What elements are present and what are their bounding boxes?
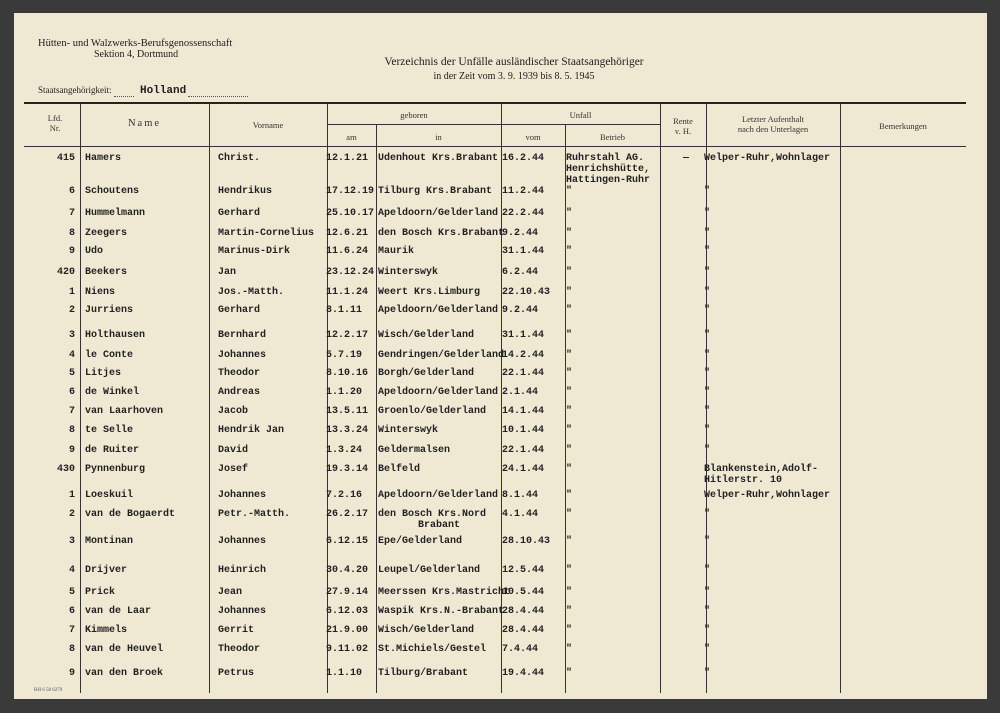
cell-betrieb: "	[566, 425, 573, 436]
cell-aufenthalt: "	[704, 350, 711, 361]
cell-vorname: Bernhard	[218, 330, 267, 341]
cell-betrieb: "	[566, 625, 573, 636]
cell-vom: 28.4.44	[502, 625, 545, 636]
cell-aufenthalt: "	[704, 368, 711, 379]
cell-am: 1.1.20	[326, 387, 363, 398]
cell-vorname: Gerhard	[218, 208, 261, 219]
cell-name: van den Broek	[85, 668, 164, 679]
cell-in: Wisch/Gelderland	[378, 330, 475, 341]
cell-aufenthalt: "	[704, 668, 711, 679]
cell-vom: 22.1.44	[502, 445, 545, 456]
cell-aufenthalt: "	[704, 406, 711, 417]
cell-betrieb: "	[566, 644, 573, 655]
cell-in: den Bosch Krs.Brabant	[378, 228, 505, 239]
footer-print-code: BH 6 58 6279	[34, 688, 63, 693]
cell-vorname: Marinus-Dirk	[218, 246, 291, 257]
cell-aufenthalt: "	[704, 625, 711, 636]
cell-aufenthalt: "	[704, 246, 711, 257]
cell-name: Kimmels	[85, 625, 128, 636]
cell-vorname: Josef	[218, 464, 249, 475]
cell-vom: 4.1.44	[502, 509, 539, 520]
cell-betrieb: "	[566, 509, 573, 520]
cell-aufenthalt: "	[704, 445, 711, 456]
cell-in: Meerssen Krs.Mastricht	[378, 587, 511, 598]
cell-name: Beekers	[85, 267, 128, 278]
cell-vorname: Johannes	[218, 350, 267, 361]
cell-name: Hummelmann	[85, 208, 146, 219]
cell-am: 13.3.24	[326, 425, 369, 436]
nationality-value: Holland	[139, 85, 187, 97]
cell-aufenthalt: "	[704, 330, 711, 341]
cell-rente: —	[682, 153, 689, 164]
cell-betrieb: "	[566, 330, 573, 341]
cell-vom: 11.2.44	[502, 186, 545, 197]
cell-nr: 5	[68, 587, 75, 598]
cell-am: 7.2.16	[326, 490, 363, 501]
cell-vom: 10.5.44	[502, 587, 545, 598]
cell-vorname: Johannes	[218, 536, 267, 547]
cell-in: Waspik Krs.N.-Brabant	[378, 606, 505, 617]
col-header-am: am	[346, 132, 357, 142]
nationality-line	[38, 85, 248, 97]
col-header-vom: vom	[525, 132, 541, 142]
cell-aufenthalt: "	[704, 606, 711, 617]
cell-in: Borgh/Gelderland	[378, 368, 475, 379]
cell-vorname: Gerhard	[218, 305, 261, 316]
document-title: Verzeichnis der Unfälle ausländischer Staatsangehöriger	[384, 56, 644, 68]
cell-am: 12.1.21	[326, 153, 369, 164]
cell-betrieb: "	[566, 606, 573, 617]
cell-aufenthalt: "	[704, 565, 711, 576]
cell-vom: 28.10.43	[502, 536, 551, 547]
cell-am: 17.12.19	[326, 186, 375, 197]
cell-name: Schoutens	[85, 186, 140, 197]
cell-nr: 9	[68, 668, 75, 679]
cell-vorname: Hendrikus	[218, 186, 273, 197]
col-divider	[840, 103, 841, 693]
cell-vorname: Jan	[218, 267, 237, 278]
cell-in: Apeldoorn/Gelderland	[378, 305, 499, 316]
cell-betrieb: "	[566, 387, 573, 398]
cell-vom: 16.2.44	[502, 153, 545, 164]
cell-betrieb: "	[566, 445, 573, 456]
cell-nr: 415	[56, 153, 75, 164]
org-section: Sektion 4, Dortmund	[94, 49, 179, 60]
cell-am: 26.2.17	[326, 509, 369, 520]
cell-name: Jurriens	[85, 305, 134, 316]
col-divider	[209, 103, 210, 693]
cell-vorname: David	[218, 445, 249, 456]
cell-am: 27.9.14	[326, 587, 369, 598]
cell-name: Zeegers	[85, 228, 128, 239]
cell-aufenthalt: Welper-Ruhr,Wohnlager	[704, 153, 831, 164]
cell-nr: 420	[56, 267, 75, 278]
cell-name: de Winkel	[85, 387, 140, 398]
cell-betrieb: "	[566, 186, 573, 197]
cell-in: Apeldoorn/Gelderland	[378, 208, 499, 219]
cell-vorname: Jacob	[218, 406, 249, 417]
cell-vorname: Andreas	[218, 387, 261, 398]
cell-am: 6.12.03	[326, 606, 369, 617]
cell-vom: 12.5.44	[502, 565, 545, 576]
cell-in: Weert Krs.Limburg	[378, 287, 481, 298]
cell-name: van de Laar	[85, 606, 152, 617]
cell-am: 8.1.11	[326, 305, 363, 316]
cell-aufenthalt: "	[704, 267, 711, 278]
cell-betrieb: "	[566, 668, 573, 679]
cell-betrieb: "	[566, 565, 573, 576]
cell-vorname: Theodor	[218, 644, 261, 655]
cell-name: de Ruiter	[85, 445, 140, 456]
cell-aufenthalt: "	[704, 228, 711, 239]
cell-vom: 22.1.44	[502, 368, 545, 379]
cell-aufenthalt: "	[704, 644, 711, 655]
cell-name: Montinan	[85, 536, 134, 547]
cell-in: Winterswyk	[378, 425, 439, 436]
cell-name: van de Heuvel	[85, 644, 164, 655]
cell-betrieb: "	[566, 406, 573, 417]
header-bottom-rule	[24, 146, 966, 147]
cell-in: Groenlo/Gelderland	[378, 406, 487, 417]
cell-nr: 2	[68, 305, 75, 316]
cell-vom: 14.1.44	[502, 406, 545, 417]
dotted-fill	[188, 96, 248, 97]
cell-aufenthalt: "	[704, 509, 711, 520]
cell-vorname: Hendrik Jan	[218, 425, 285, 436]
cell-name: Udo	[85, 246, 104, 257]
cell-vorname: Gerrit	[218, 625, 255, 636]
cell-vom: 28.4.44	[502, 606, 545, 617]
cell-in: Tilburg/Brabant	[378, 668, 469, 679]
cell-vom: 2.1.44	[502, 387, 539, 398]
cell-name: Holthausen	[85, 330, 146, 341]
cell-nr: 8	[68, 228, 75, 239]
cell-name: le Conte	[85, 350, 134, 361]
col-header-bemerkungen: Bemerkungen	[879, 121, 927, 131]
cell-aufenthalt: "	[704, 387, 711, 398]
cell-name: van de Bogaerdt	[85, 509, 176, 520]
cell-betrieb2: Henrichshütte,	[566, 164, 651, 175]
cell-am: 21.9.00	[326, 625, 369, 636]
cell-betrieb: "	[566, 490, 573, 501]
table-top-rule	[24, 102, 966, 104]
col-header-betrieb: Betrieb	[599, 132, 626, 142]
cell-nr: 1	[68, 287, 75, 298]
cell-betrieb: "	[566, 464, 573, 475]
cell-vom: 22.10.43	[502, 287, 551, 298]
document-subtitle: in der Zeit vom 3. 9. 1939 bis 8. 5. 1945	[433, 71, 595, 82]
cell-nr: 9	[68, 246, 75, 257]
cell-name: Loeskuil	[85, 490, 134, 501]
cell-aufenthalt: "	[704, 208, 711, 219]
cell-in: den Bosch Krs.Nord	[378, 509, 487, 520]
cell-name: Niens	[85, 287, 116, 298]
document-sheet	[14, 13, 987, 699]
cell-vom: 31.1.44	[502, 246, 545, 257]
cell-am: 13.5.11	[326, 406, 369, 417]
dotted-fill	[114, 96, 134, 97]
cell-vom: 22.2.44	[502, 208, 545, 219]
cell-name: Drijver	[85, 565, 128, 576]
col-header-geboren: geboren	[400, 110, 428, 120]
cell-name: van Laarhoven	[85, 406, 164, 417]
cell-in: Gendringen/Gelderland	[378, 350, 505, 361]
cell-am: 5.7.19	[326, 350, 363, 361]
cell-nr: 7	[68, 406, 75, 417]
cell-nr: 7	[68, 208, 75, 219]
cell-vom: 14.2.44	[502, 350, 545, 361]
cell-am: 6.12.15	[326, 536, 369, 547]
cell-vom: 8.1.44	[502, 490, 539, 501]
cell-vom: 6.2.44	[502, 267, 539, 278]
cell-vorname: Heinrich	[218, 565, 267, 576]
cell-in2: Brabant	[418, 520, 461, 531]
cell-nr: 4	[68, 350, 75, 361]
cell-in: Apeldoorn/Gelderland	[378, 387, 499, 398]
cell-am: 8.10.16	[326, 368, 369, 379]
cell-vorname: Christ.	[218, 153, 261, 164]
cell-betrieb: "	[566, 305, 573, 316]
cell-betrieb: "	[566, 208, 573, 219]
cell-vom: 19.4.44	[502, 668, 545, 679]
cell-nr: 4	[68, 565, 75, 576]
cell-am: 30.4.20	[326, 565, 369, 576]
cell-in: Winterswyk	[378, 267, 439, 278]
cell-am: 25.10.17	[326, 208, 375, 219]
cell-in: Wisch/Gelderland	[378, 625, 475, 636]
cell-vorname: Jos.-Matth.	[218, 287, 285, 298]
cell-am: 11.6.24	[326, 246, 369, 257]
cell-betrieb: "	[566, 287, 573, 298]
cell-nr: 6	[68, 186, 75, 197]
cell-am: 19.3.14	[326, 464, 369, 475]
cell-vorname: Jean	[218, 587, 243, 598]
col-divider	[80, 103, 81, 693]
col-divider	[376, 124, 377, 693]
cell-name: Pynnenburg	[85, 464, 146, 475]
cell-in: Maurik	[378, 246, 415, 257]
cell-nr: 3	[68, 330, 75, 341]
cell-aufenthalt: "	[704, 186, 711, 197]
col-header-vorname: Vorname	[252, 120, 284, 130]
cell-aufenthalt: "	[704, 587, 711, 598]
cell-aufenthalt: "	[704, 536, 711, 547]
cell-nr: 6	[68, 387, 75, 398]
col-header-in: in	[435, 132, 442, 142]
cell-in: Tilburg Krs.Brabant	[378, 186, 493, 197]
cell-vom: 9.2.44	[502, 305, 539, 316]
cell-betrieb: "	[566, 350, 573, 361]
cell-betrieb: "	[566, 368, 573, 379]
cell-am: 9.11.02	[326, 644, 369, 655]
col-header-rente: Rente v. H.	[673, 116, 693, 136]
cell-nr: 9	[68, 445, 75, 456]
cell-aufenthalt: "	[704, 425, 711, 436]
cell-nr: 1	[68, 490, 75, 501]
cell-name: Prick	[85, 587, 116, 598]
cell-nr: 7	[68, 625, 75, 636]
col-header-aufenthalt: Letzter Aufenthalt nach den Unterlagen	[737, 114, 809, 134]
cell-vom: 7.4.44	[502, 644, 539, 655]
cell-nr: 8	[68, 425, 75, 436]
cell-betrieb: "	[566, 587, 573, 598]
cell-in: Belfeld	[378, 464, 421, 475]
cell-vom: 31.1.44	[502, 330, 545, 341]
cell-betrieb: "	[566, 536, 573, 547]
cell-aufenthalt: Welper-Ruhr,Wohnlager	[704, 490, 831, 501]
cell-nr: 430	[56, 464, 75, 475]
cell-am: 1.3.24	[326, 445, 363, 456]
cell-in: Leupel/Gelderland	[378, 565, 481, 576]
nationality-label: Staatsangehörigkeit:	[38, 85, 112, 95]
cell-aufenthalt: Blankenstein,Adolf-	[704, 464, 819, 475]
cell-in: Geldermalsen	[378, 445, 451, 456]
cell-in: Apeldoorn/Gelderland	[378, 490, 499, 501]
cell-am: 12.6.21	[326, 228, 369, 239]
cell-nr: 5	[68, 368, 75, 379]
cell-nr: 6	[68, 606, 75, 617]
cell-betrieb: Ruhrstahl AG.	[566, 153, 645, 164]
cell-aufenthalt: "	[704, 287, 711, 298]
cell-aufenthalt2: Hitlerstr. 10	[704, 475, 783, 486]
cell-in: Epe/Gelderland	[378, 536, 463, 547]
col-header-name: Name	[127, 118, 162, 129]
cell-am: 11.1.24	[326, 287, 369, 298]
col-header-unfall: Unfall	[569, 110, 592, 120]
cell-vorname: Johannes	[218, 606, 267, 617]
cell-name: te Selle	[85, 425, 134, 436]
cell-aufenthalt: "	[704, 305, 711, 316]
col-divider	[660, 103, 661, 693]
cell-in: St.Michiels/Gestel	[378, 644, 487, 655]
cell-vorname: Petrus	[218, 668, 255, 679]
cell-in: Udenhout Krs.Brabant	[378, 153, 499, 164]
cell-vorname: Martin-Cornelius	[218, 228, 315, 239]
cell-am: 23.12.24	[326, 267, 375, 278]
cell-vorname: Petr.-Matth.	[218, 509, 291, 520]
cell-nr: 8	[68, 644, 75, 655]
cell-vom: 24.1.44	[502, 464, 545, 475]
cell-nr: 3	[68, 536, 75, 547]
cell-betrieb: "	[566, 267, 573, 278]
cell-betrieb3: Hattingen-Ruhr	[566, 175, 651, 186]
col-header-lfd: Lfd. Nr.	[47, 113, 63, 133]
cell-am: 12.2.17	[326, 330, 369, 341]
cell-name: Hamers	[85, 153, 122, 164]
cell-am: 1.1.10	[326, 668, 363, 679]
cell-vorname: Johannes	[218, 490, 267, 501]
org-name: Hütten- und Walzwerks-Berufsgenossenschaft	[38, 38, 233, 49]
cell-nr: 2	[68, 509, 75, 520]
cell-vorname: Theodor	[218, 368, 261, 379]
cell-vom: 10.1.44	[502, 425, 545, 436]
cell-betrieb: "	[566, 246, 573, 257]
cell-betrieb: "	[566, 228, 573, 239]
cell-vom: 9.2.44	[502, 228, 539, 239]
cell-name: Litjes	[85, 368, 122, 379]
